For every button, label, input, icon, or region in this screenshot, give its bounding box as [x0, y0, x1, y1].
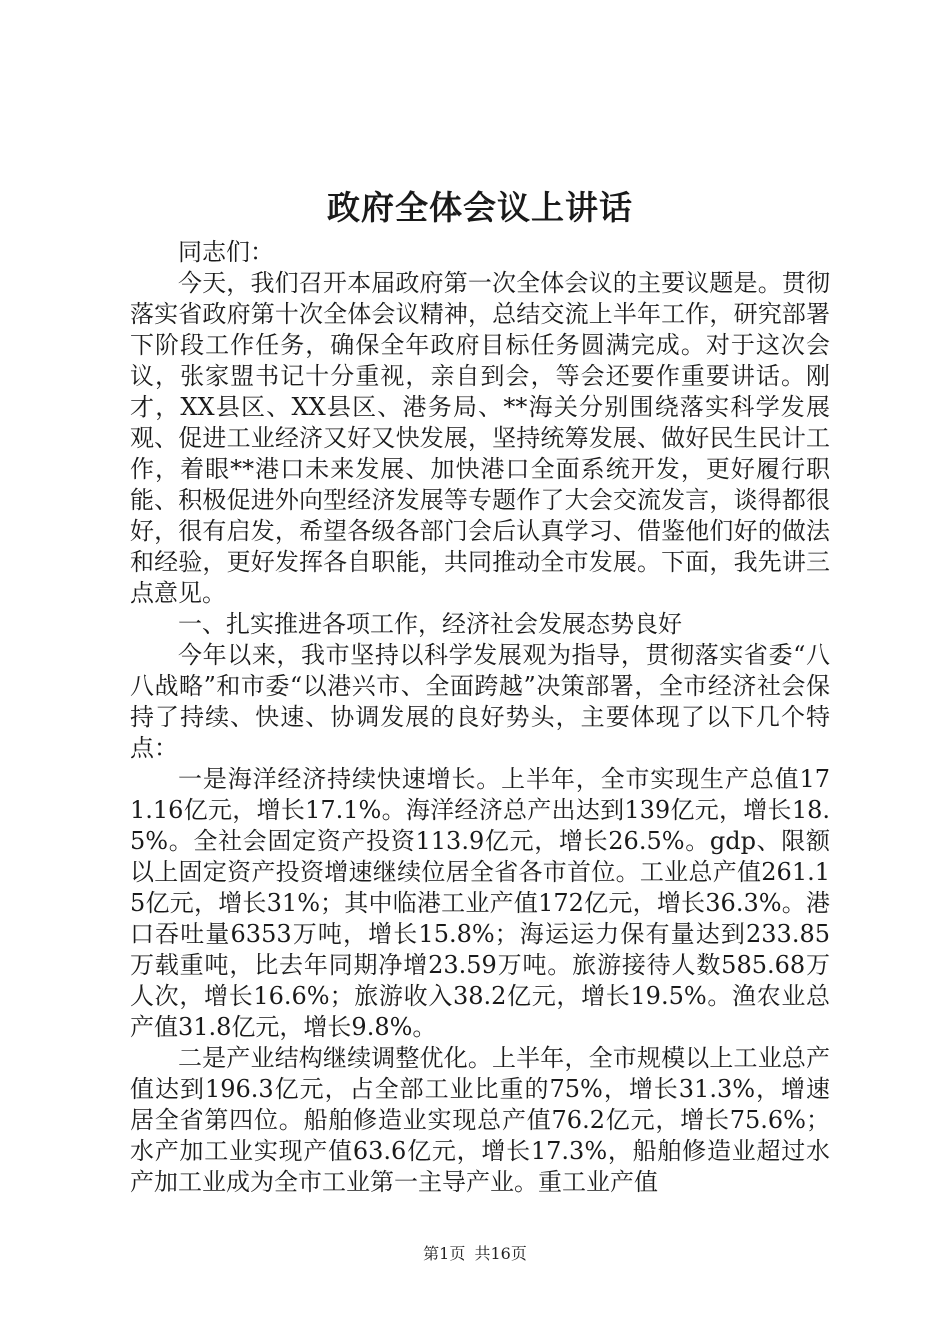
page-total: 共16页 — [474, 1244, 527, 1263]
page-number: 第1页 — [423, 1244, 466, 1263]
document-title: 政府全体会议上讲话 — [327, 188, 633, 227]
salutation-paragraph: 同志们： — [178, 238, 274, 266]
document-page — [130, 0, 830, 1344]
marine-economy-paragraph: 一是海洋经济持续快速增长。上半年，全市实现生产总值171.16亿元，增长17.1%。海洋经济总产出达到139亿元，增长18.5%。全社会固定资产投资113.9亿元，增长26.5%。gdp、限额以上固定资产投资增速继续位居全省各市首位。工业总产值261.15亿元，增长31%；其中临港工业产值172亿元，增长36.3%。港口吞吐量6353万吨，增长15.8%；海运运力保有量达到233.85万载重吨，比去年同期净增23.59万吨。旅游接待人数585.68万人次，增长16.6%；旅游收入38.2亿元，增长19.5%。渔农业总产值31.8亿元，增长9.8%。 — [130, 765, 830, 1041]
section-heading: 一、扎实推进各项工作，经济社会发展态势良好 — [178, 610, 682, 638]
industry-structure-paragraph: 二是产业结构继续调整优化。上半年，全市规模以上工业总产值达到196.3亿元，占全部工业比重的75%，增长31.3%，增速居全省第四位。船舶修造业实现总产值76.2亿元，增长75.6%；水产加工业实现产值63.6亿元，增长17.3%，船舶修造业超过水产加工业成为全市工业第一主导产业。重工业产值 — [130, 1044, 830, 1196]
document-body — [130, 237, 830, 1198]
page-footer — [0, 1243, 950, 1265]
overview-paragraph: 今年以来，我市坚持以科学发展观为指导，贯彻落实省委“八八战略”和市委“以港兴市、全面跨越”决策部署，全市经济社会保持了持续、快速、协调发展的良好势头，主要体现了以下几个特点： — [130, 641, 830, 762]
intro-paragraph: 今天，我们召开本届政府第一次全体会议的主要议题是。贯彻落实省政府第十次全体会议精神，总结交流上半年工作，研究部署下阶段工作任务，确保全年政府目标任务圆满完成。对于这次会议，张家盟书记十分重视，亲自到会，等会还要作重要讲话。刚才，XX县区、XX县区、港务局、**海关分别围绕落实科学发展观、促进工业经济又好又快发展，坚持统筹发展、做好民生民计工作，着眼**港口未来发展、加快港口全面系统开发，更好履行职能、积极促进外向型经济发展等专题作了大会交流发言，谈得都很好，很有启发，希望各级各部门会后认真学习、借鉴他们好的做法和经验，更好发挥各自职能，共同推动全市发展。下面，我先讲三点意见。 — [130, 269, 830, 607]
